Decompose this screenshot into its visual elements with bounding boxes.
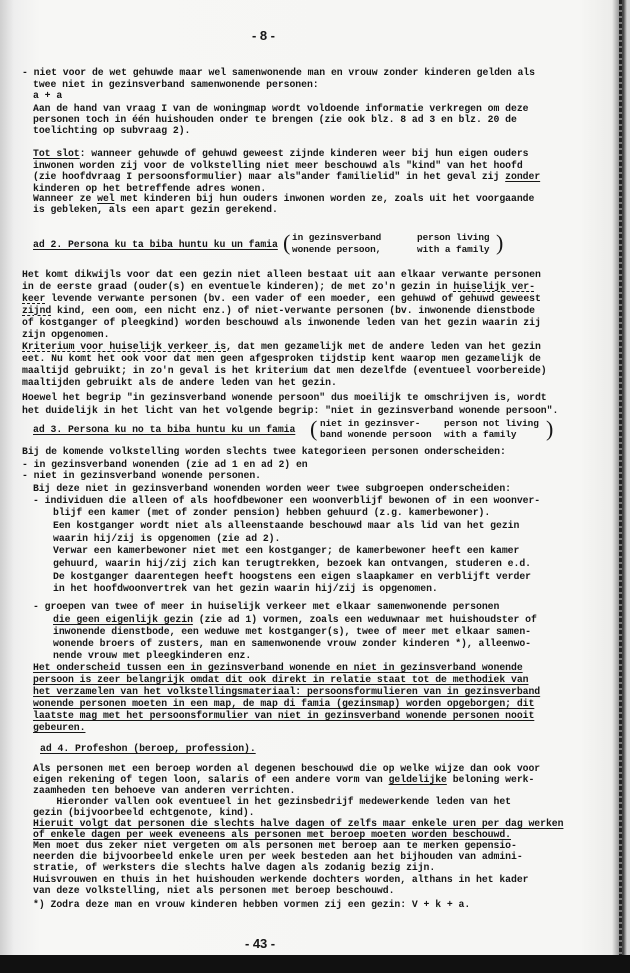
- text-line: [22, 294, 541, 304]
- text-line: nende vrouw met pleegkinderen enz.: [53, 650, 252, 661]
- text-line: - in gezinsverband wonenden (zie ad 1 en ad 2) en: [22, 459, 308, 470]
- text-span: : wanneer gehuwde of gehuwd geweest zijnde kinderen weer bij hun eigen ouders: [79, 148, 529, 159]
- heading-english: person not living: [444, 418, 539, 429]
- underlined-text: zonder: [505, 171, 541, 182]
- text-line: zaamheden ten behoeve van anderen verrichten.: [33, 785, 296, 796]
- text-line: Aan de hand van vraag I van de woningmap wordt voldoende informatie verkregen om deze: [33, 103, 529, 114]
- text-line: maaltijd gebruikt; in zo'n geval is het kriterium dat men dezelfde (eventueel voorbereide): [22, 365, 547, 376]
- heading-dutch: niet in gezinsver-: [320, 418, 421, 429]
- bracket: (: [283, 230, 291, 255]
- text-line: in het hoofdwoonvertrek van het gezin waarin hij/zij is opgenomen.: [53, 583, 438, 594]
- underlined-text: huiselijk ver-: [453, 281, 535, 292]
- text-line: Als personen met een beroep worden al degenen beschouwd die op welke wijze dan ook voor: [33, 763, 541, 774]
- text-line: Men moet dus zeker niet vergeten om als personen met beroep aan te merken gepensio-: [33, 840, 517, 851]
- text-span: levende verwante personen (bv. een vader of een moeder, een gehuwd of gehuwd geweest: [45, 293, 541, 304]
- text-line: personen toch in één huishouden onder te brengen (zie ook blz. 8 ad 3 en blz. 20 de: [33, 114, 517, 125]
- text-line: Verwar een kamerbewoner niet met een kostganger; de kamerbewoner heeft een kamer: [53, 545, 520, 556]
- text-line: Hoewel het begrip "in gezinsverband wonende persoon" dus moeilijk te omschrijven is, wordt: [22, 392, 547, 403]
- text-line: - individuen die alleen of als hoofdbewoner een woonverblijf bewonen of in een woonver-: [33, 495, 541, 506]
- text-line: inwonende dienstbode, een weduwe met kostganger(s), twee of meer met elkaar samen-: [53, 626, 531, 637]
- text-line: gezin (bijvoorbeeld echtgenote, kind).: [33, 807, 255, 818]
- footnote: *) Zodra deze man en vrouw kinderen hebben vormen zij een gezin: V + k + a.: [33, 899, 471, 910]
- text-line: [33, 775, 534, 785]
- underlined-text: zijnd: [22, 305, 52, 316]
- text-line: maaltijden gebruikt als de andere leden van het gezin.: [22, 377, 337, 388]
- heading-english: with a family: [444, 429, 517, 440]
- text-line: Een kostganger wordt niet als alleenstaande beschouwd maar als lid van het gezin: [53, 520, 520, 531]
- heading-english: person living: [417, 232, 490, 243]
- tot-slot-label: Tot slot: [33, 148, 80, 159]
- text-line: het duidelijk in het licht van het volgende begrip: "niet in gezinsverband wonende persoon".: [22, 405, 559, 416]
- text-line: [33, 194, 534, 204]
- text-line: De kostganger daarentegen heeft hoogstens een eigen slaapkamer en verblijft verder: [53, 571, 531, 582]
- underlined-text-line: persoon is zeer belangrijk omdat dit ook direkt in relatie staat tot de methodiek van: [33, 674, 529, 685]
- text-line: [33, 149, 528, 159]
- text-line: twee niet in gezinsverband samenwonende personen:: [33, 79, 319, 90]
- section-heading-ad2: ad 2. Persona ku ta biba huntu ku un famia: [33, 239, 278, 250]
- page-edge-shadow: [619, 0, 622, 955]
- section-heading-ad4: ad 4. Profeshon (beroep, profession).: [40, 743, 256, 754]
- text-line: inwonen worden zij voor de volkstelling niet meer beschouwd als "kind" van het hoofd: [33, 160, 523, 171]
- footer-page-number: - 43 -: [245, 936, 276, 951]
- text-line: eet. Nu komt het ook voor dat men geen afgesproken tijdstip kent waarop men gezamelijk de: [22, 353, 541, 364]
- bracket: ): [496, 230, 504, 255]
- underlined-text: keer: [22, 293, 46, 304]
- text-line: [22, 306, 535, 316]
- section-heading-ad3: ad 3. Persona ku no ta biba huntu ku un famia: [33, 424, 296, 435]
- underlined-text: Kriterium voor huiselijk verkeer is: [22, 341, 227, 352]
- underlined-text-line: Hieruit volgt dat personen die slechts halve dagen of zelfs maar enkele uren per dag werken: [33, 818, 564, 829]
- text-span: (zie ad 1) vormen, zoals een weduwnaar met huishoudster of: [192, 614, 537, 625]
- underlined-text: wel: [97, 193, 115, 204]
- text-line: Huisvrouwen en thuis in het huishouden werkende dochters worden, althans in het kader: [33, 874, 529, 885]
- bracket: (: [310, 416, 318, 441]
- text-line: gehuurd, waarin hij/zij zich kan terugtrekken, bezoek kan ontvangen, studeren e.d.: [53, 558, 531, 569]
- text-line: blijf een kamer (met of zonder pension) hebben gehuurd (z.g. kamerbewoner).: [53, 507, 491, 518]
- text-line: Hieronder vallen ook eventueel in het gezinsbedrijf medewerkende leden van het: [33, 796, 511, 807]
- underlined-text-line: het verzamelen van het volkstellingsmateriaal: persoonsformulieren van in gezinsverband: [33, 686, 541, 697]
- text-line: zijn opgenomen.: [22, 329, 110, 340]
- text-line: - niet voor de wet gehuwde maar wel samenwonende man en vrouw zonder kinderen gelden als: [22, 67, 535, 78]
- text-line: Het komt dikwijls voor dat een gezin niet alleen bestaat uit aan elkaar verwante personen: [22, 269, 541, 280]
- text-line: wonende broers of zusters, man en samenwonende vrouw zonder kinderen *), alleenwo-: [53, 638, 531, 649]
- text-span: eigen rekening of tegen loon, salaris of een andere vorm van: [33, 774, 389, 785]
- text-line: Bij de komende volkstelling worden slechts twee kategorieen personen onderscheiden:: [22, 446, 506, 457]
- underlined-text: die geen eigenlijk gezin: [53, 614, 193, 625]
- text-line: toelichting op subvraag 2).: [33, 125, 191, 136]
- text-line: Bij deze niet in gezinsverband wonenden worden weer twee subgroepen onderscheiden:: [33, 483, 511, 494]
- underlined-text-line: laatste mag met het persoonsformulier van niet in gezinsverband wonende personen nooit: [33, 710, 535, 721]
- text-line: [22, 282, 535, 292]
- text-line: waarin hij/zij is opgenomen (zie ad 2).: [53, 533, 281, 544]
- text-line: [53, 615, 537, 625]
- text-span: Wanneer ze: [33, 193, 98, 204]
- text-line: of kostganger of pleegkind) worden beschouwd als inwonende leden van het gezin waarin zij: [22, 317, 541, 328]
- text-line: [33, 172, 540, 182]
- text-span: beloning werk-: [446, 774, 535, 785]
- text-span: met kinderen bij hun ouders inwonen worden ze, zoals uit het voorgaande: [114, 193, 535, 204]
- underlined-text-line: wonende personen moeten in een map, de map di famia (gezinsmap) worden opgeborgen; dit: [33, 698, 535, 709]
- text-line: [22, 342, 541, 352]
- heading-english: with a family: [417, 244, 490, 255]
- heading-dutch: band wonende persoon: [320, 429, 432, 440]
- text-line: a + a: [33, 90, 63, 101]
- text-span: kind, een oom, een nicht enz.) of niet-verwante personen (bv. inwonende dienstbode: [51, 305, 535, 316]
- underlined-text-line: gebeuren.: [33, 722, 86, 733]
- scan-border: [0, 955, 630, 973]
- bracket: ): [546, 416, 554, 441]
- underlined-text-line: of enkele dagen per week eveneens als personen met beroep moeten worden beschouwd.: [33, 829, 511, 840]
- text-line: neerden die bijvoorbeeld enkele uren per week besteden aan het bijhouden van admini-: [33, 851, 523, 862]
- text-line: van deze volkstelling, niet als personen met beroep beschouwd.: [33, 885, 395, 896]
- underlined-text-line: Het onderscheid tussen een in gezinsverband wonende en niet in gezinsverband wonende: [33, 662, 523, 673]
- text-span: , dat men gezamelijk met de andere leden van het gezin: [226, 341, 541, 352]
- heading-dutch: wonende persoon,: [292, 244, 382, 255]
- text-span: (zie hoofdvraag I persoonsformulier) maar als"ander familielid" in het geval zij: [33, 171, 506, 182]
- text-line: - groepen van twee of meer in huiselijk verkeer met elkaar samenwonende personen: [33, 601, 500, 612]
- text-span: in de eerste graad (ouder(s) en eventuele kinderen); de met zo'n gezin in: [22, 281, 454, 292]
- underlined-text: geldelijke: [388, 774, 447, 785]
- text-line: is gebleken, als een apart gezin gerekend.: [33, 204, 278, 215]
- heading-dutch: in gezinsverband: [292, 232, 382, 243]
- text-line: kinderen op het betreffende adres wonen.: [33, 183, 267, 194]
- text-line: - niet in gezinsverband wonende personen.: [22, 470, 261, 481]
- header-page-number: - 8 -: [252, 28, 275, 43]
- text-line: stratie, of werksters die slechts halve dagen als zodanig bezig zijn.: [33, 862, 436, 873]
